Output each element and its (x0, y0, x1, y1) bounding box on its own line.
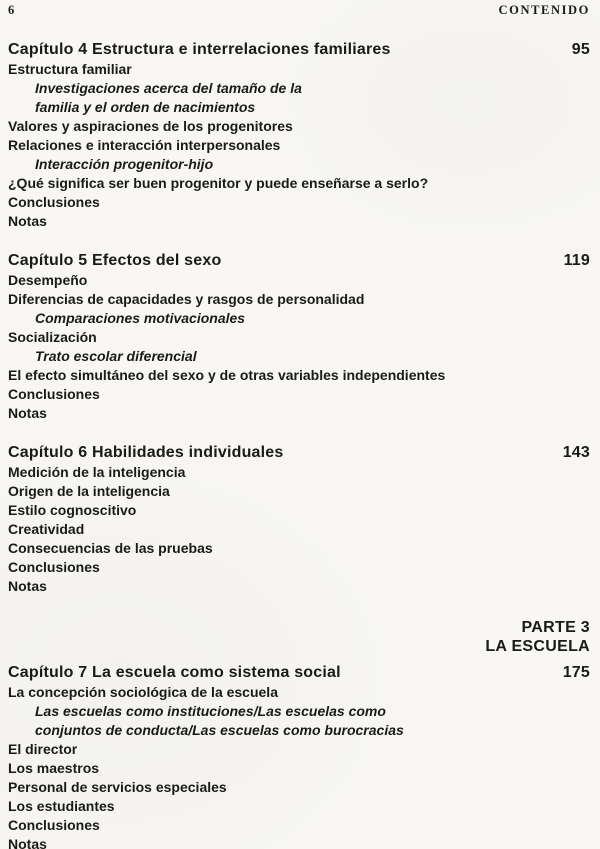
toc-entry: Creatividad (8, 521, 85, 537)
toc-entry: Relaciones e interacción interpersonales (8, 137, 281, 153)
toc-entry: Notas (8, 405, 47, 421)
chapter-block (8, 662, 590, 849)
toc-entry: ¿Qué significa ser buen progenitor y puede enseñarse a serlo? (8, 175, 429, 191)
toc-entry: Notas (8, 213, 47, 229)
part-heading-line: PARTE 3 (521, 619, 590, 636)
toc-subentry: familia y el orden de nacimientos (35, 99, 256, 115)
chapter-heading-row (8, 662, 590, 683)
chapter-entries (8, 683, 590, 849)
page-number: 6 (8, 3, 15, 17)
chapter-page-number: 143 (562, 444, 590, 461)
chapter-block (8, 250, 590, 423)
toc-entry: Estilo cognoscitivo (8, 502, 137, 518)
chapter-heading-row (8, 442, 590, 463)
chapter-entries (8, 271, 590, 423)
toc-subentry: Investigaciones acerca del tamaño de la (35, 80, 302, 96)
chapter-title: Capítulo 6 Habilidades individuales (8, 444, 284, 461)
chapter-title: Capítulo 5 Efectos del sexo (8, 252, 222, 269)
chapter-entries (8, 463, 590, 596)
chapter-page-number: 175 (562, 664, 590, 681)
toc-entry: El efecto simultáneo del sexo y de otras variables independientes (8, 367, 446, 383)
chapter-page-number: 119 (563, 252, 590, 269)
toc-entry: Personal de servicios especiales (8, 779, 227, 795)
chapter-title: Capítulo 4 Estructura e interrelaciones familiares (8, 41, 391, 58)
toc-subentry: Las escuelas como instituciones/Las escuelas como (35, 703, 386, 719)
toc-entry: Consecuencias de las pruebas (8, 540, 213, 556)
chapter-entries (8, 60, 590, 231)
chapter-block (8, 39, 590, 231)
toc-entry: Los maestros (8, 760, 100, 776)
running-head-title: CONTENIDO (498, 3, 590, 17)
toc-entry: Conclusiones (8, 817, 100, 833)
toc-entry: Origen de la inteligencia (8, 483, 170, 499)
toc-entry: Los estudiantes (8, 798, 115, 814)
toc-entry: Conclusiones (8, 194, 100, 210)
toc-entry: La concepción sociológica de la escuela (8, 684, 278, 700)
toc-entry: Diferencias de capacidades y rasgos de personalidad (8, 291, 365, 307)
chapter-page-number: 95 (571, 41, 590, 58)
toc-entry: Conclusiones (8, 386, 100, 402)
toc-entry: Notas (8, 836, 47, 849)
chapter-heading-row (8, 250, 590, 271)
toc-subentry: Comparaciones motivacionales (35, 310, 246, 326)
running-header (8, 3, 590, 18)
chapter-block (8, 442, 590, 596)
toc-entry: Socialización (8, 329, 97, 345)
toc-subentry: Trato escolar diferencial (35, 348, 197, 364)
chapter-title: Capítulo 7 La escuela como sistema social (8, 664, 341, 681)
toc-entry: Estructura familiar (8, 61, 132, 77)
toc-entry: Conclusiones (8, 559, 100, 575)
toc-entry: Desempeño (8, 272, 88, 288)
toc-entry: Notas (8, 578, 47, 594)
part-heading (8, 618, 590, 656)
toc-entry: Medición de la inteligencia (8, 464, 186, 480)
toc-subentry: conjuntos de conducta/Las escuelas como burocracias (35, 722, 404, 738)
chapter-heading-row (8, 39, 590, 60)
toc-entry: El director (8, 741, 78, 757)
toc-subentry: Interacción progenitor-hijo (35, 156, 214, 172)
toc-entry: Valores y aspiraciones de los progenitores (8, 118, 293, 134)
toc-sections (8, 39, 590, 849)
part-heading-line: LA ESCUELA (485, 638, 590, 655)
